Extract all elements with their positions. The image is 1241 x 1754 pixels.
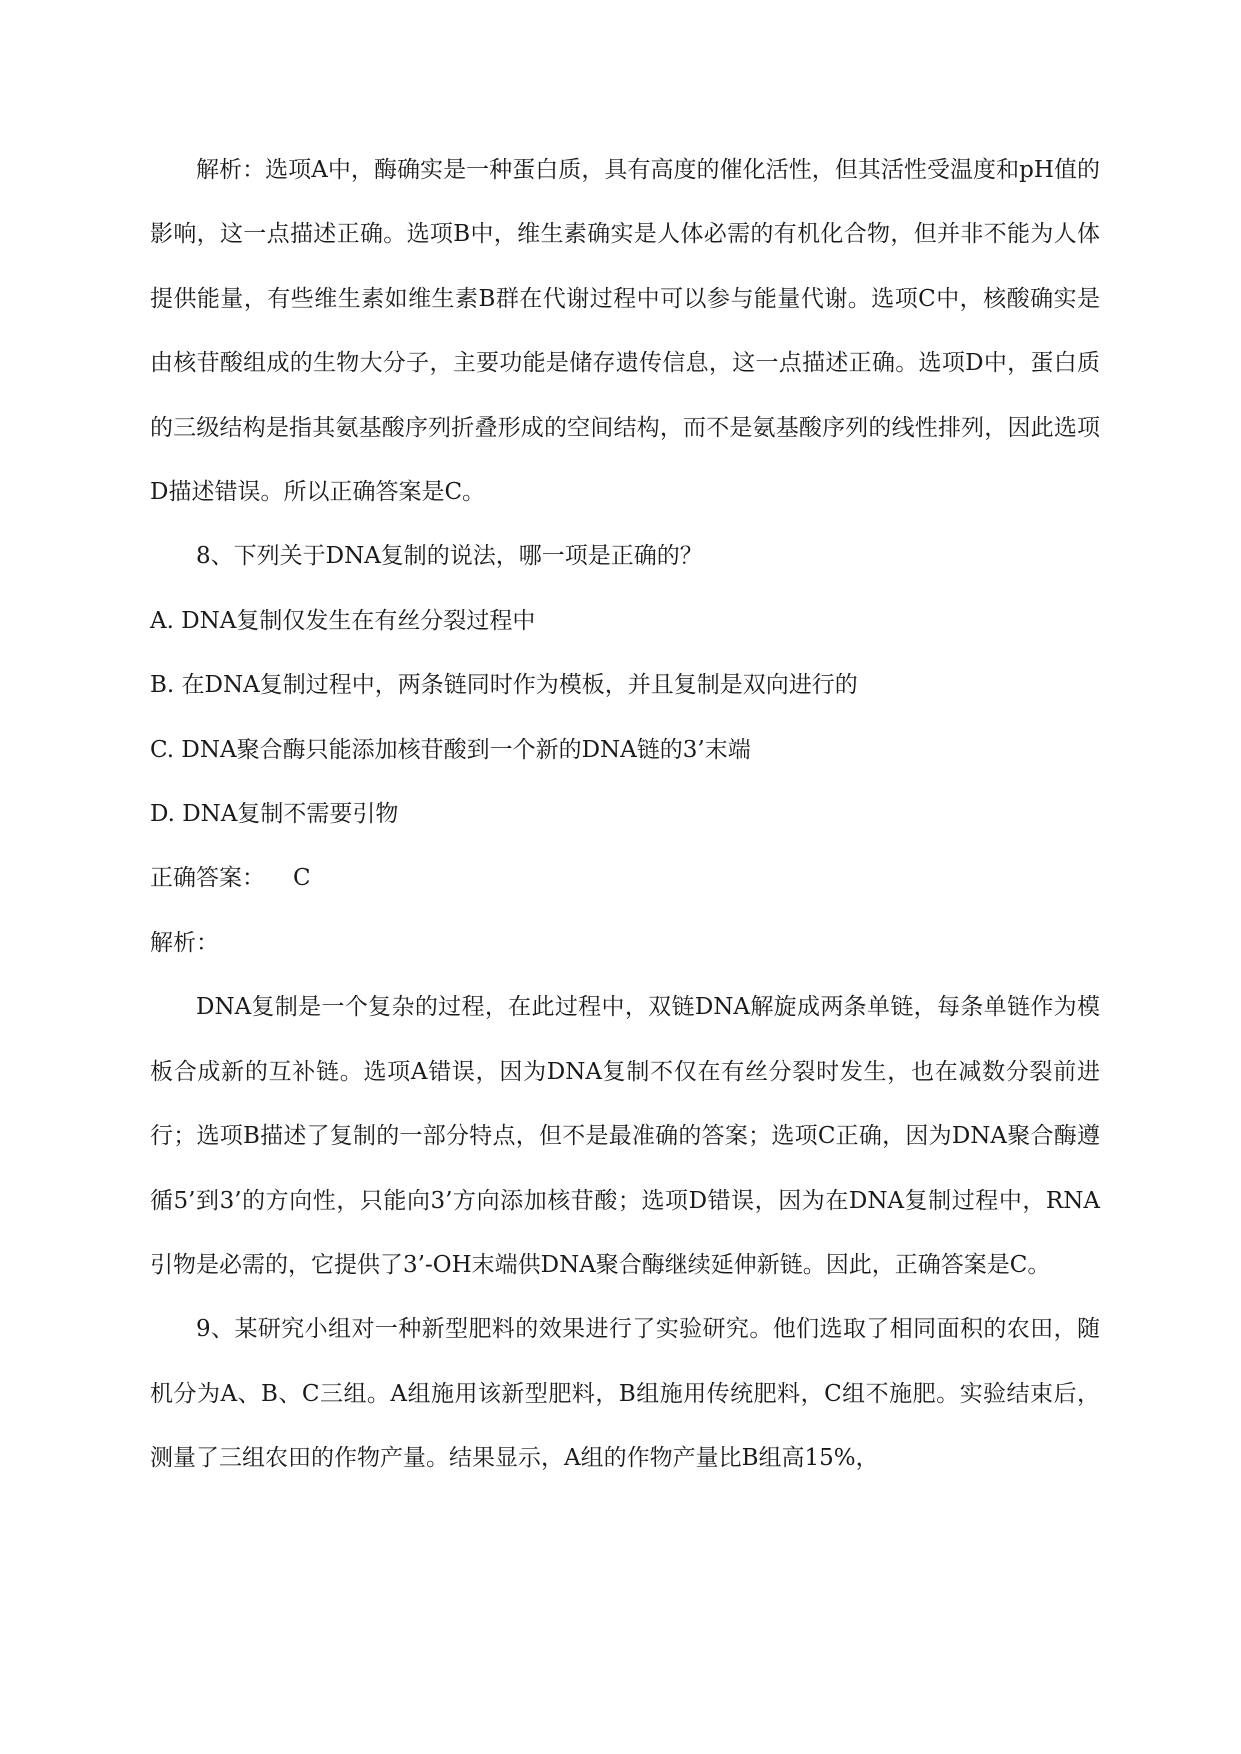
question-8-stem: 8、下列关于DNA复制的说法，哪一项是正确的？ <box>196 543 703 570</box>
question-8-option-a: A. DNA复制仅发生在有丝分裂过程中 <box>150 607 536 634</box>
answer-label: 正确答案： <box>150 865 265 892</box>
question-8-option-c: C. DNA聚合酶只能添加核苷酸到一个新的DNA链的3’末端 <box>150 736 751 763</box>
answer-value: C <box>293 865 311 892</box>
question-8-option-d: D. DNA复制不需要引物 <box>150 801 399 828</box>
question-8-analysis-label: 解析： <box>150 929 219 956</box>
question-8-answer <box>150 846 1100 910</box>
question-8-option-b: B. 在DNA复制过程中，两条链同时作为模板，并且复制是双向进行的 <box>150 672 858 699</box>
question-9-stem: 9、某研究小组对一种新型肥料的效果进行了实验研究。他们选取了相同面积的农田，随机分为A、B、C三组。A组施用该新型肥料，B组施用传统肥料，C组不施肥。实验结束后，测量了三组农田的作物产量。结果显示，A组的作物产量比B组高15%， <box>150 1316 1100 1472</box>
document-page <box>150 138 1100 1491</box>
question-8-analysis: DNA复制是一个复杂的过程，在此过程中，双链DNA解旋成两条单链，每条单链作为模板合成新的互补链。选项A错误，因为DNA复制不仅在有丝分裂时发生，也在减数分裂前进行；选项B描述了复制的一部分特点，但不是最准确的答案；选项C正确，因为DNA聚合酶遵循5’到3’的方向性，只能向3’方向添加核苷酸；选项D错误，因为在DNA复制过程中，RNA引物是必需的，它提供了3’-OH末端供DNA聚合酶继续延伸新链。因此，正确答案是C。 <box>150 994 1100 1278</box>
previous-question-analysis: 解析：选项A中，酶确实是一种蛋白质，具有高度的催化活性，但其活性受温度和pH值的影响，这一点描述正确。选项B中，维生素确实是人体必需的有机化合物，但并非不能为人体提供能量，有些维生素如维生素B群在代谢过程中可以参与能量代谢。选项C中，核酸确实是由核苷酸组成的生物大分子，主要功能是储存遗传信息，这一点描述正确。选项D中，蛋白质的三级结构是指其氨基酸序列折叠形成的空间结构，而不是氨基酸序列的线性排列，因此选项D描述错误。所以正确答案是C。 <box>150 157 1100 506</box>
